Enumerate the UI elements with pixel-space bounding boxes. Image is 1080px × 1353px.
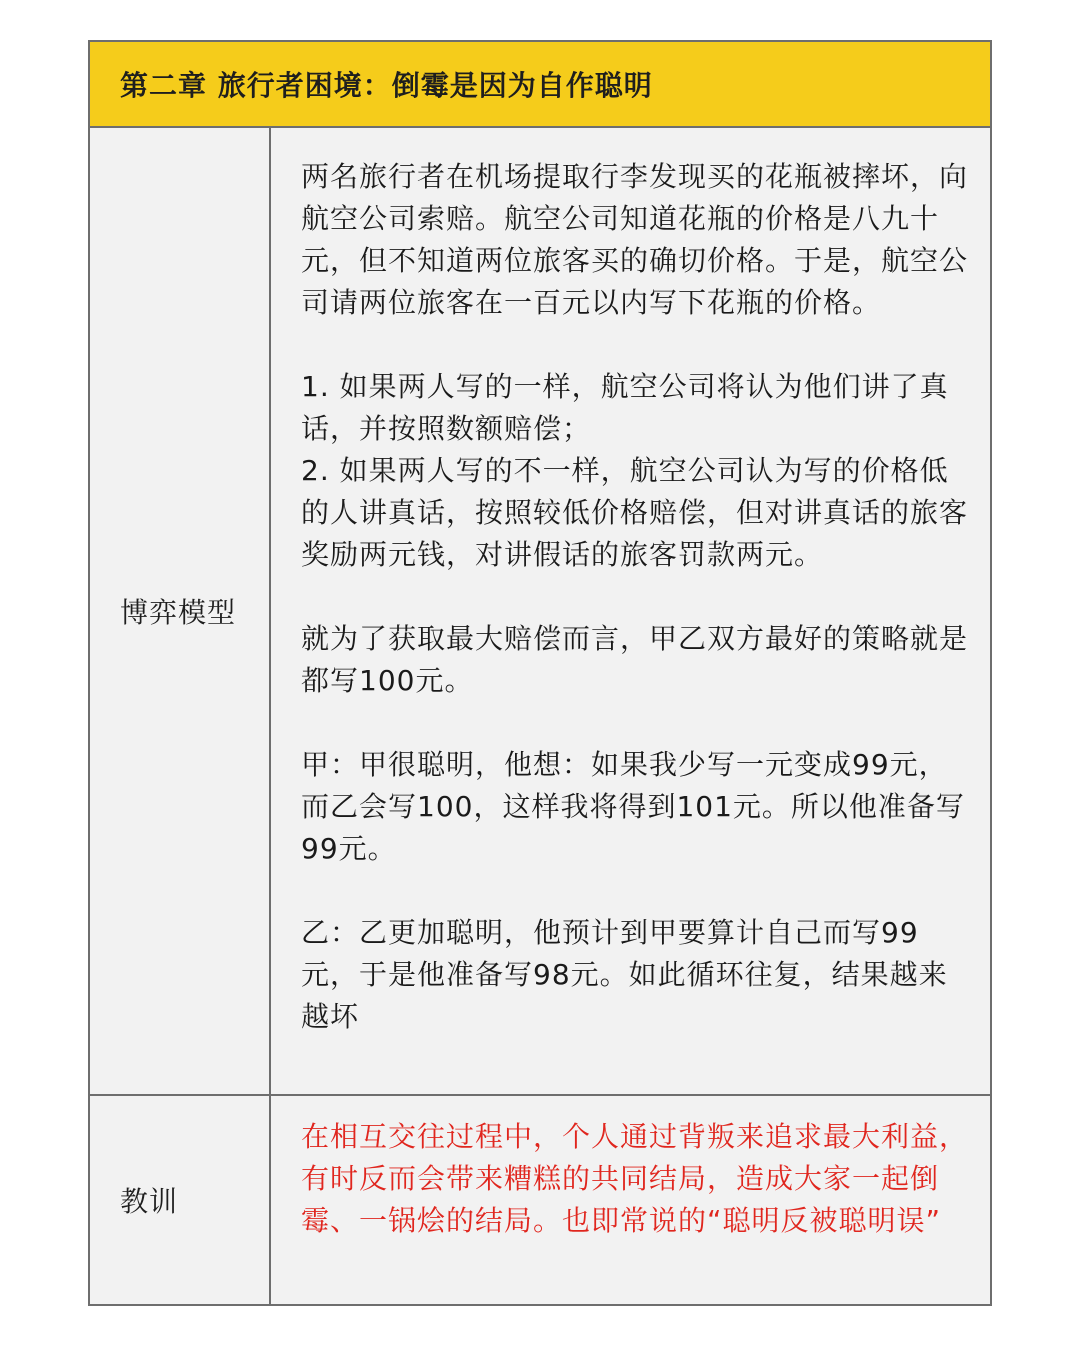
rule-two: 2. 如果两人写的不一样，航空公司认为写的价格低的人讲真话，按照较低价格赔偿，但对讲真话的旅客奖励两元钱，对讲假话的旅客罚款两元。 (301, 454, 969, 571)
game-theory-table (88, 40, 992, 1306)
lesson-label-cell (90, 1096, 271, 1304)
best-strategy-paragraph: 就为了获取最大赔偿而言，甲乙双方最好的策略就是都写100元。 (301, 622, 969, 697)
model-label: 博弈模型 (120, 596, 237, 629)
model-content-cell (271, 128, 990, 1094)
model-row (90, 128, 990, 1096)
chapter-title: 第二章 旅行者困境：倒霉是因为自作聪明 (120, 69, 653, 102)
scenario-paragraph: 两名旅行者在机场提取行李发现买的花瓶被摔坏，向航空公司索赔。航空公司知道花瓶的价格是八九十元，但不知道两位旅客买的确切价格。于是，航空公司请两位旅客在一百元以内写下花瓶的价格。 (301, 160, 969, 319)
lesson-content-cell (271, 1096, 990, 1304)
model-label-cell (90, 128, 271, 1094)
chapter-header (90, 42, 990, 128)
lesson-row (90, 1096, 990, 1304)
player-b-paragraph: 乙：乙更加聪明，他预计到甲要算计自己而写99元，于是他准备写98元。如此循环往复，结果越来越坏 (301, 916, 948, 1033)
lesson-text: 在相互交往过程中，个人通过背叛来追求最大利益，有时反而会带来糟糕的共同结局，造成大家一起倒霉、一锅烩的结局。也即常说的“聪明反被聪明误” (301, 1120, 969, 1237)
rule-one: 1. 如果两人写的一样，航空公司将认为他们讲了真话，并按照数额赔偿； (301, 370, 949, 445)
player-a-paragraph: 甲：甲很聪明，他想：如果我少写一元变成99元，而乙会写100，这样我将得到101元。所以他准备写99元。 (301, 748, 965, 865)
lesson-label: 教训 (120, 1185, 179, 1218)
